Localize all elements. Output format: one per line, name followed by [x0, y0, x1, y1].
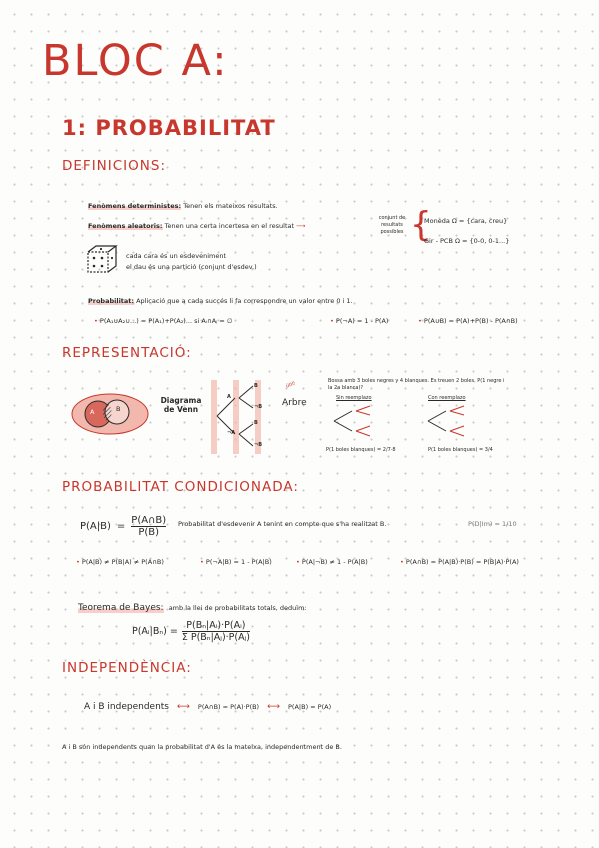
conditional-prop-1-text: P(A|B) ≠ P(B|A) ≠ P(A∩B) — [81, 558, 164, 566]
without-replacement-label: Sin reemplazo — [336, 395, 372, 401]
conditional-prop-4: • P(A∩B) = P(A|B)·P(B) = P(B|A)·P(A) — [400, 558, 519, 566]
tree-node-not-b2: ¬B — [254, 442, 263, 448]
random-text: Tenen una certa incertesa en el resultat — [164, 222, 295, 230]
property-2-text: P(¬A) = 1 - P(A) — [335, 317, 389, 325]
coin-example: Moneda Ω = {cara, creu} — [424, 217, 508, 225]
conditional-fraction — [131, 515, 166, 538]
venn-label: Diagrama de Venn — [160, 396, 202, 414]
conditional-numerator: P(A∩B) — [131, 515, 167, 526]
definitions-heading: DEFINICIONS: — [62, 158, 167, 174]
tree-with-replacement — [424, 403, 494, 439]
die-note-1: cada cara és un esdeveniment — [126, 252, 227, 260]
tree-node-not-a: ¬A — [227, 430, 236, 436]
conditional-example: P(D|Im) = 1/10 — [468, 520, 517, 528]
tree-node-not-b1: ¬B — [254, 404, 263, 410]
bayes-formula — [132, 620, 250, 643]
result-without: P(1 boles blanques) = 2/7·8 — [326, 447, 396, 453]
conditional-denominator: P(B) — [138, 527, 160, 538]
conditional-prop-3-text: P(A|¬B) ≠ 1 - P(A|B) — [301, 558, 368, 566]
conditional-formula: P(A|B) = $\frac{P(A\cap B)}{P(B)}$ — [80, 515, 167, 538]
with-replacement-label: Con reemplazo — [428, 395, 466, 401]
bayes-fraction — [182, 620, 250, 643]
tree-useful-note: útil! — [285, 380, 297, 390]
property-3-text: P(A∪B) = P(A)+P(B) - P(A∩B) — [423, 317, 518, 325]
die-icon — [86, 244, 120, 274]
bayes-denominator: Σ P(Bₙ|Aⱼ)·P(Aⱼ) — [181, 632, 250, 643]
representation-heading: REPRESENTACIÓ: — [62, 345, 192, 361]
venn-label-a: A — [90, 408, 95, 416]
venn-diagram — [70, 392, 150, 436]
bayes-text: amb la llei de probabilitats totals, deduïm: — [168, 604, 307, 612]
property-3: • P(A∪B) = P(A)+P(B) - P(A∩B) — [418, 317, 518, 325]
property-1: • P(A₁∪A₂∪...) = P(A₁)+P(A₂)... si Aᵢ∩Aⱼ = ∅ — [94, 317, 233, 325]
conditional-prop-1: • P(A|B) ≠ P(B|A) ≠ P(A∩B) — [76, 558, 164, 566]
independence-eq2: P(A|B) = P(A) — [288, 703, 332, 711]
tree-node-a: A — [227, 394, 231, 400]
independence-row — [84, 702, 331, 712]
die-note-2: el dau és una partició (conjunt d'esdev.) — [126, 263, 257, 271]
tree-node-b1: B — [254, 383, 258, 389]
brace-icon: { — [410, 205, 432, 245]
sample-space-note: conjunt de resultats possibles — [378, 215, 406, 235]
random-row — [88, 221, 305, 231]
deterministic-row — [88, 201, 278, 211]
result-with: P(1 boles blanques) = 3/4 — [428, 447, 493, 453]
section-heading-probability: 1: PROBABILITAT — [62, 116, 276, 140]
conditional-prop-2: • P(¬A|B) = 1 - P(A|B) — [200, 558, 272, 566]
conditional-heading: PROBABILITAT CONDICIONADA: — [62, 479, 299, 495]
independence-eq1: P(A∩B) = P(A)·P(B) — [197, 703, 260, 711]
arrow-icon: ⟶ — [296, 222, 306, 230]
independence-note: A i B són independents quan la probabilitat d'A és la mateixa, independentment de B. — [62, 743, 342, 751]
conditional-prop-4-text: P(A∩B) = P(A|B)·P(B) = P(B|A)·P(A) — [405, 558, 519, 566]
conditional-lhs: P(A|B) — [80, 521, 111, 532]
page-title: BLOC A: — [42, 36, 229, 86]
conditional-prop-3: • P(A|¬B) ≠ 1 - P(A|B) — [296, 558, 368, 566]
double-arrow-icon-2: ⟷ — [267, 702, 281, 712]
independence-heading: INDEPENDÈNCIA: — [62, 660, 192, 676]
bayes-lhs: P(Aᵢ|Bₙ) = — [132, 626, 178, 637]
die-example: Gir - PCB Ω = {0-0, 0-1...} — [424, 237, 510, 245]
independence-line: A i B independents — [84, 702, 169, 712]
tree-label: Arbre — [282, 398, 307, 408]
bayes-numerator: P(Bₙ|Aᵢ)·P(Aᵢ) — [186, 620, 246, 631]
property-1-text: P(A₁∪A₂∪...) = P(A₁)+P(A₂)... si Aᵢ∩Aⱼ = ∅ — [99, 317, 233, 325]
probability-definition — [88, 296, 353, 306]
conditional-description: Probabilitat d'esdevenir A tenint en compte que s'ha realitzat B. — [178, 520, 387, 528]
conditional-prop-2-text: P(¬A|B) = 1 - P(A|B) — [205, 558, 272, 566]
probability-label: Probabilitat: — [88, 297, 135, 305]
property-2: • P(¬A) = 1 - P(A) — [330, 317, 389, 325]
tree-node-b2: B — [254, 420, 258, 426]
deterministic-label: Fenòmens deterministes: — [88, 202, 182, 210]
probability-text: Aplicació que a cada succés li fa correspondre un valor entre 0 i 1. — [136, 297, 353, 305]
tree-diagram — [205, 378, 275, 458]
bayes-label: Teorema de Bayes: — [78, 603, 164, 613]
deterministic-text: Tenen els mateixos resultats. — [183, 202, 278, 210]
tree-without-replacement — [330, 403, 400, 439]
double-arrow-icon-1: ⟷ — [177, 702, 190, 712]
example-question: Bossa amb 3 boles negres y 4 blanques. Es treuen 2 boles, P(1 negre i la 2a blanca)? — [328, 378, 505, 391]
random-label: Fenòmens aleatoris: — [88, 222, 163, 230]
bayes-row — [78, 595, 307, 614]
venn-label-b: B — [116, 405, 121, 413]
